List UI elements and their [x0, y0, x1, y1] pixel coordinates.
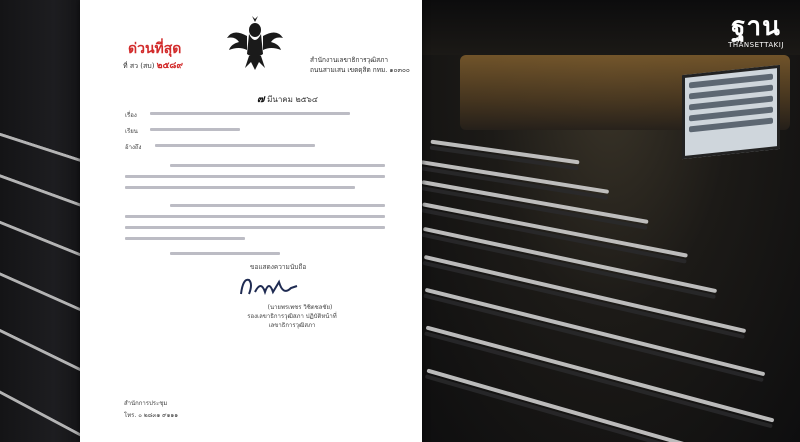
document-number [123, 58, 183, 72]
body-text-line [125, 226, 385, 229]
subject-text-line [150, 112, 350, 115]
seat-row [424, 255, 746, 333]
channel-logo [726, 14, 786, 54]
signatory-title-line: เลขาธิการวุฒิสภา [268, 322, 316, 329]
seat-row [0, 205, 90, 281]
date-day: ๗ [257, 94, 265, 105]
seat-row [421, 180, 648, 224]
footer-telephone: โทร. ๐ ๒๘๓๑ ๙๑๑๑ [124, 412, 179, 419]
seat-row [0, 371, 90, 442]
body-text-line [125, 175, 385, 178]
signature-icon [235, 272, 305, 302]
recipient-label: เรียน [125, 128, 138, 135]
office-line: สำนักงานเลขาธิการวุฒิสภา [310, 56, 389, 64]
signatory-title-line: รองเลขาธิการวุฒิสภา ปฏิบัติหน้าที่ [247, 313, 337, 320]
reference-label: อ้างถึง [125, 144, 142, 151]
seat-row [423, 227, 717, 293]
reference-text-line [155, 144, 315, 147]
body-text-line [170, 252, 280, 255]
date-month-year: มีนาคม ๒๕๖๔ [264, 95, 318, 104]
official-letter [80, 0, 422, 442]
logo-subtitle: THANSETTAKIJ [728, 41, 784, 49]
body-text-line [170, 204, 385, 207]
document-date [257, 92, 318, 107]
signatory-name: (นายพรเพชร วิชิตชลชัย) [267, 304, 333, 311]
subject-label: เรื่อง [125, 112, 137, 119]
body-text-line [125, 237, 245, 240]
urgency-stamp: ด่วนที่สุด [128, 41, 182, 57]
body-text-line [125, 186, 355, 189]
seat-row [422, 202, 688, 257]
signatory-title [222, 312, 362, 330]
tv-screen [682, 65, 780, 159]
recipient-text-line [150, 128, 240, 131]
logo-brand: ฐาน [731, 12, 781, 42]
seat-row [430, 140, 579, 165]
footer-office: สำนักการประชุม [124, 400, 168, 407]
seat-row [425, 288, 766, 377]
closing-phrase: ขอแสดงความนับถือ [250, 263, 307, 271]
garuda-emblem-icon [225, 16, 285, 72]
document-number-prefix: ที่ สว (สบ) [123, 62, 157, 70]
auditorium-left-background [0, 0, 90, 442]
body-text-line [170, 164, 385, 167]
seat-row [426, 325, 775, 422]
body-text-line [125, 215, 385, 218]
document-number-value: ๒๕๘๙ [156, 61, 183, 71]
seat-row [0, 256, 90, 337]
issuing-office [310, 55, 420, 75]
office-line: ถนนสามเสน เขตดุสิต กทม. ๑๐๓๐๐ [310, 66, 410, 74]
auditorium-right-background [420, 0, 800, 442]
seat-row [0, 311, 90, 397]
seat-row [0, 120, 90, 185]
